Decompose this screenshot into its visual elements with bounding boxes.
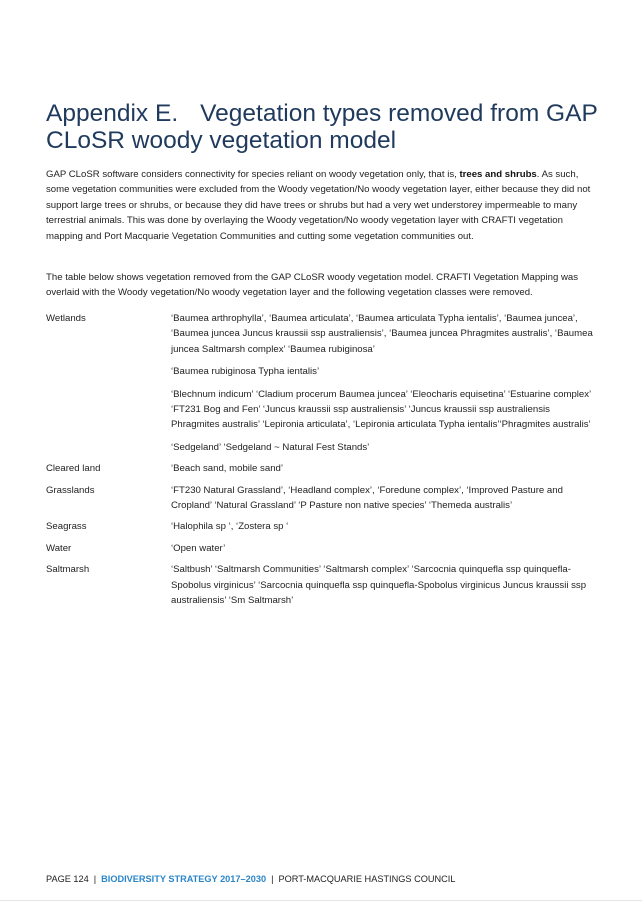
vegetation-class-text: ‘Sedgeland’ ‘Sedgeland ~ Natural Fest Stands’ [171,441,370,453]
vegetation-class-text: ‘FT230 Natural Grassland’, ‘Headland complex’, ‘Foredune complex’, ‘Improved Pasture and Cropland’ ‘Natural Grassland’ ‘P Pasture non native species’ ‘Themeda australis’ [171,484,563,512]
footer-divider [0,900,642,901]
table-row-classes [171,519,598,534]
appendix-title-line1: Vegetation types removed from GAP [200,100,598,127]
intro-text-start: GAP CLoSR software considers connectivity for species reliant on woody vegetation only, that is, [46,169,460,180]
table-row-category: Water [46,542,72,554]
table-row-classes [171,541,598,556]
vegetation-table [46,311,598,615]
table-row-category: Wetlands [46,313,86,324]
appendix-heading [46,100,606,154]
vegetation-class-text: ‘Baumea arthrophylla’, ‘Baumea articulata’, ‘Baumea articulata Typha ientalis’, ‘Baumea juncea’, ‘Baumea juncea Juncus kraussii ssp australiensis’, ‘Baumea juncea Phragmites australis’, ‘Baumea juncea Saltmarsh complex’ ‘Baumea rubiginosa’ [171,313,593,355]
page-footer [46,874,455,884]
intro-text-end: . As such, some vegetation communities were excluded from the Woody vegetation/No woody vegetation layer, either because they did not support large trees or shrubs, or because they did have trees or shrubs but had a very wet understorey impermeable to many terrestrial animals. This was done by overlaying the Woody vegetation/No woody vegetation layer with CRAFTI vegetation mapping and Port Macquarie Vegetation Communities and cutting some vegetation communities out. [46,169,591,242]
footer-separator: | [271,874,274,884]
table-row [46,562,598,608]
appendix-title-line2: CLoSR woody vegetation model [46,127,397,154]
footer-council-name: PORT-MACQUARIE HASTINGS COUNCIL [278,874,456,884]
table-row-category: Seagrass [46,521,87,533]
intro-bold-text: trees and shrubs [459,169,537,180]
table-row [46,461,598,476]
table-row-classes [171,311,598,455]
table-intro-paragraph: The table below shows vegetation removed from the GAP CLoSR woody vegetation model. CRAFTI Vegetation Mapping was overlaid with the Woody vegetation/No woody vegetation layer and the following vegetation classes were removed. [46,272,579,299]
intro-paragraph [46,167,598,244]
table-row-classes [171,483,598,514]
appendix-prefix: Appendix [46,100,155,127]
page-number: PAGE 124 [46,874,89,884]
footer-separator: | [93,874,97,884]
vegetation-class-text: ‘Beach sand, mobile sand’ [171,463,283,475]
table-row-classes [171,562,598,608]
table-row [46,519,598,534]
table-row-category: Cleared land [46,463,101,475]
footer-strategy-title: BIODIVERSITY STRATEGY 2017–2030 [101,874,267,884]
table-row [46,541,598,556]
table-row-classes [171,461,598,476]
vegetation-class-text: ‘Saltbush’ ‘Saltmarsh Communities’ ‘Saltmarsh complex’ ‘Sarcocnia quinquefla ssp quinquefla-Spobolus virginicus’ ‘Sarcocnia quinquefla ssp quinquefla-Spobolus virginicus Juncus kraussii ssp australiensis’ ‘Sm Saltmarsh’ [171,564,587,607]
table-row [46,483,598,514]
vegetation-class-text: ‘Baumea rubiginosa Typha ientalis’ [171,366,320,378]
vegetation-class-text: ‘Blechnum indicum’ ‘Cladium procerum Baumea juncea’ ‘Eleocharis equisetina’ ‘Estuarine complex’ ‘FT231 Bog and Fen’ ‘Juncus kraussii ssp australiensis’ ‘Juncus kraussii ssp australiensis Phragmites australis’ ‘Lepironia articulata’, ‘Lepironia articulata Typha ientalis’‘Phragmites australis’ [171,388,591,431]
table-row [46,311,598,455]
table-row-category: Grasslands [46,484,95,496]
vegetation-class-text: ‘Halophila sp ‘, ‘Zostera sp ‘ [171,521,289,533]
table-row-category: Saltmarsh [46,564,90,576]
vegetation-class-text: ‘Open water’ [171,542,226,554]
appendix-letter: E. [154,100,179,127]
